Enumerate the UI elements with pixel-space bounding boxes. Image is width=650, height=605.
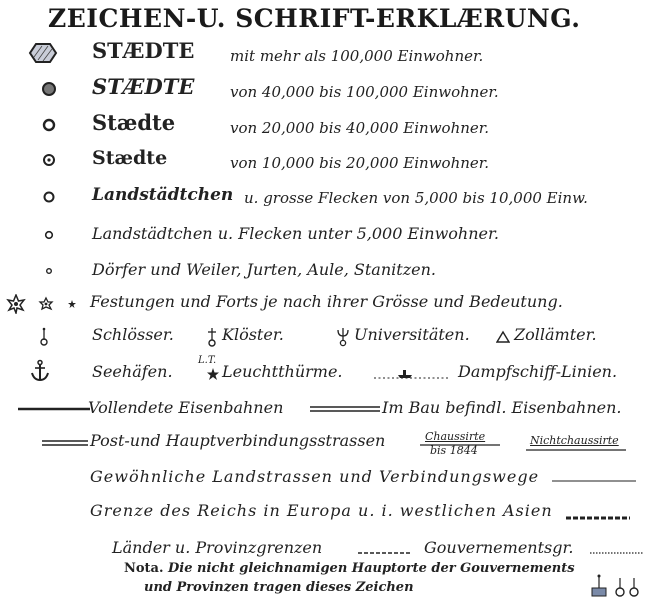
government-border-icon: [590, 551, 644, 555]
note-line-1: Die nicht gleichnamigen Hauptorte der Gouvernements: [168, 561, 575, 576]
province-border-icon: [358, 551, 410, 555]
lighthouse-label: Leuchtthürme.: [222, 362, 343, 381]
lighthouse-mark: L.T.: [198, 355, 217, 366]
university-icon: [336, 326, 350, 348]
legend-row-railways: [0, 394, 650, 428]
lighthouse-icon: [206, 367, 220, 381]
small-town-symbol-icon: [38, 224, 60, 246]
common-road-icon: [552, 479, 636, 483]
city-category-name: STÆDTE: [92, 74, 195, 99]
monastery-label: Klöster.: [222, 325, 284, 344]
completed-railway-icon: [18, 406, 90, 412]
university-label: Universitäten.: [354, 325, 470, 344]
steamship-label: Dampfschiff-Linien.: [458, 362, 618, 381]
non-chaussee-road-icon: [526, 448, 626, 452]
legend-row-small-towns: [0, 220, 650, 254]
city-category-name: Stædte: [92, 147, 168, 169]
completed-railway-label: Vollendete Eisenbahnen: [88, 398, 284, 417]
city-category-desc: von 40,000 bis 100,000 Einwohner.: [230, 83, 499, 101]
legend-row-city-10000: [0, 145, 650, 179]
empire-border-icon: [566, 515, 630, 521]
legend-row-common-roads: [0, 464, 650, 498]
castle-label: Schlösser.: [92, 325, 174, 344]
capital-town-symbols-icon: [588, 572, 642, 600]
village-symbol-icon: [38, 260, 60, 282]
railway-under-construction-label: Im Bau befindl. Eisenbahnen.: [382, 398, 622, 417]
anchor-icon: [30, 359, 50, 383]
legend-row-fortresses: [0, 289, 650, 323]
city-category-name: Stædte: [92, 110, 176, 135]
legend-row-city-40000: [0, 74, 650, 108]
legend-row-empire-border: [0, 498, 650, 532]
non-chaussee-label: Nichtchaussirte: [530, 434, 619, 447]
empire-border-label: Grenze des Reichs in Europa u. i. westlichen Asien: [90, 501, 553, 520]
post-road-icon: [42, 439, 88, 447]
legend-row-buildings: [0, 322, 650, 356]
legend-row-villages: [0, 256, 650, 290]
city-dotted-symbol-icon: [38, 149, 60, 171]
legend-row-city-20000: [0, 110, 650, 144]
town-symbol-icon: [38, 186, 60, 208]
city-large-symbol-icon: [28, 42, 58, 64]
customs-triangle-icon: [496, 330, 510, 344]
legend-row-city-100000: [0, 38, 650, 72]
railway-under-construction-icon: [310, 404, 380, 414]
chaussee-label: Chaussirte: [425, 430, 486, 443]
town-category-desc: u. grosse Flecken von 5,000 bis 10,000 Einw.: [244, 189, 588, 207]
castle-icon: [38, 326, 50, 348]
post-road-label: Post-und Hauptverbindungsstrassen: [90, 431, 386, 450]
city-category-desc: mit mehr als 100,000 Einwohner.: [230, 47, 484, 65]
chaussee-year-label: bis 1844: [430, 444, 478, 457]
city-medium-symbol-icon: [38, 78, 60, 100]
steamship-line-icon: [372, 365, 452, 381]
legend-title: ZEICHEN-U. SCHRIFT-ERKLÆRUNG.: [48, 4, 581, 33]
harbour-label: Seehäfen.: [92, 362, 173, 381]
common-road-label: Gewöhnliche Landstrassen und Verbindungswege: [90, 467, 540, 486]
fortress-desc: Festungen und Forts je nach ihrer Grösse und Bedeutung.: [90, 292, 563, 311]
city-small-symbol-icon: [38, 114, 60, 136]
city-category-desc: von 10,000 bis 20,000 Einwohner.: [230, 154, 490, 172]
government-border-label: Gouvernementsgr.: [424, 538, 574, 557]
monastery-icon: [206, 326, 218, 348]
city-category-name: STÆDTE: [92, 38, 195, 63]
province-border-label: Länder u. Provinzgrenzen: [112, 538, 323, 557]
village-desc: Dörfer und Weiler, Jurten, Aule, Stanitzen.: [92, 260, 436, 279]
city-category-desc: von 20,000 bis 40,000 Einwohner.: [230, 119, 490, 137]
town-category-name: Landstädtchen: [92, 185, 234, 205]
legend-row-post-roads: [0, 428, 650, 462]
legend-row-harbours: [0, 357, 650, 391]
small-town-desc: Landstädtchen u. Flecken unter 5,000 Einwohner.: [92, 224, 499, 243]
fortress-stars-icon: [6, 294, 78, 314]
customs-label: Zollämter.: [514, 325, 597, 344]
note-label: Nota.: [124, 561, 164, 576]
legend-note: [124, 560, 604, 600]
chaussee-road-icon: [420, 443, 500, 447]
note-line-2: und Provinzen tragen dieses Zeichen: [144, 580, 414, 595]
legend-row-town-5000: [0, 182, 650, 216]
